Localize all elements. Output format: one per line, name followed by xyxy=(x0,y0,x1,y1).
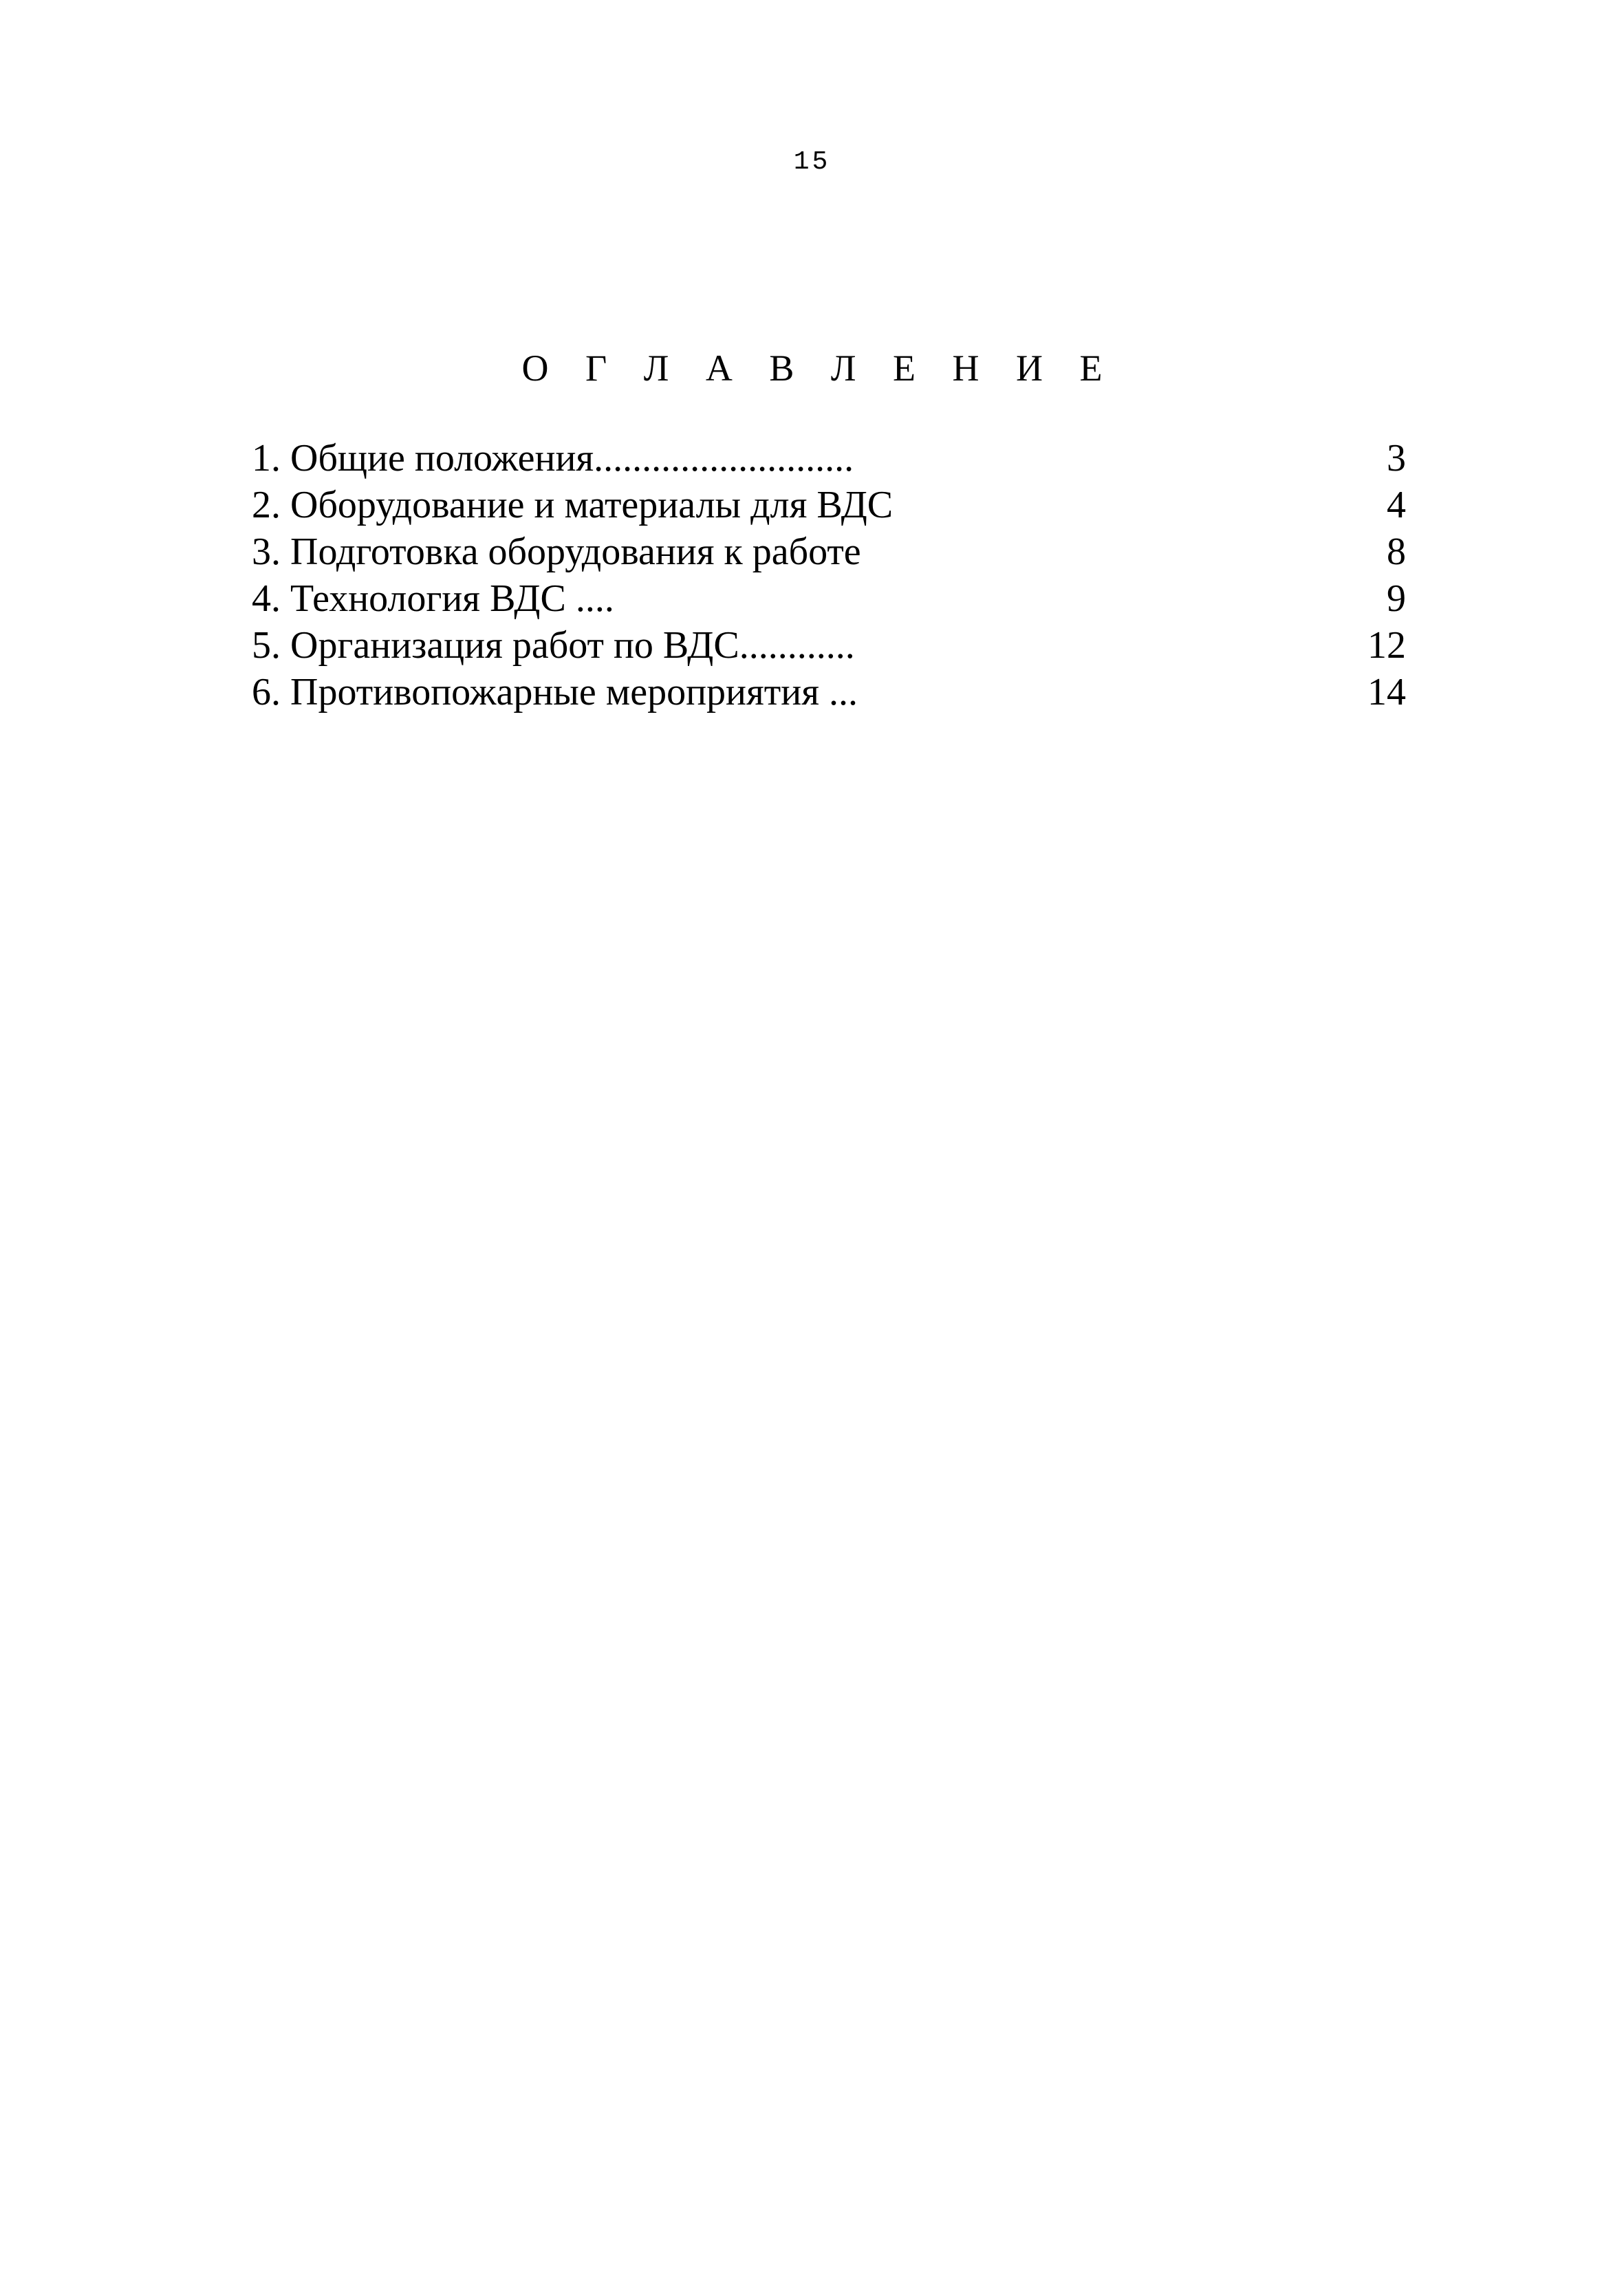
toc-item-page: 3 xyxy=(1387,437,1406,480)
toc-list xyxy=(252,435,1406,716)
toc-item-technology xyxy=(252,575,1406,622)
toc-item-fire-safety xyxy=(252,669,1406,716)
toc-item-page: 8 xyxy=(1387,530,1406,573)
toc-title: О Г Л А В Л Е Н И Е xyxy=(521,347,1116,389)
toc-item-text: 3. Подготовка оборудования к работе xyxy=(252,530,861,573)
toc-item-equipment-materials xyxy=(252,482,1406,528)
toc-item-text: 6. Противопожарные мероприятия ... xyxy=(252,671,858,713)
toc-item-work-organization xyxy=(252,622,1406,669)
toc-item-page: 12 xyxy=(1367,624,1406,667)
toc-item-text: 1. Общие положения........................... xyxy=(252,437,854,480)
toc-item-equipment-preparation xyxy=(252,528,1406,575)
toc-item-page: 9 xyxy=(1387,577,1406,620)
toc-item-general-provisions xyxy=(252,435,1406,482)
toc-item-page: 14 xyxy=(1367,671,1406,713)
toc-item-text: 5. Организация работ по ВДС............ xyxy=(252,624,855,667)
page-number: 15 xyxy=(793,147,831,177)
toc-item-text: 4. Технология ВДС .... xyxy=(252,577,614,620)
toc-item-text: 2. Оборудование и материалы для ВДС xyxy=(252,484,894,526)
toc-item-page: 4 xyxy=(1387,484,1406,526)
